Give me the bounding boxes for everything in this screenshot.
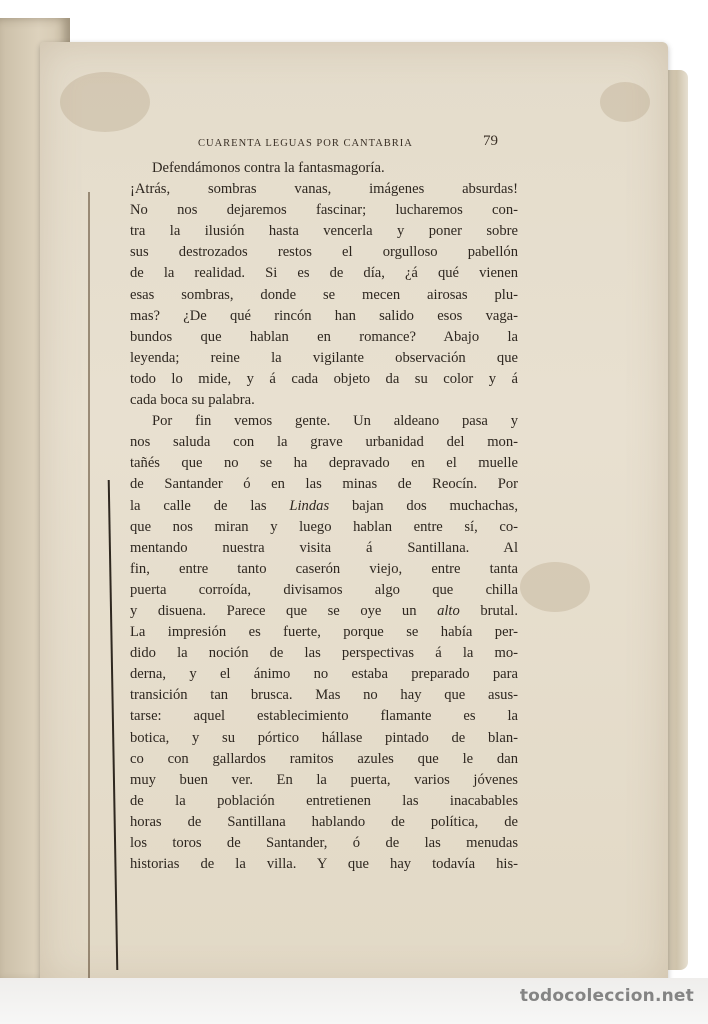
text-line: derna, y el ánimo no estaba preparado para: [130, 666, 518, 683]
watermark: todocoleccion.net: [519, 986, 694, 1006]
text-line: y disuena. Parece que se oye un alto brutal.: [130, 602, 518, 619]
paper-stain: [60, 72, 150, 132]
text-line: tarse: aquel establecimiento flamante es la: [130, 708, 518, 725]
text-line: botica, y su pórtico hállase pintado de blan-: [130, 729, 518, 746]
text-line: No nos dejaremos fascinar; lucharemos con-: [130, 202, 518, 219]
text-line: esas sombras, donde se mecen airosas plu-: [130, 286, 518, 303]
text-line: Defendámonos contra la fantasmagoría.: [152, 160, 385, 176]
text-line: Por fin vemos gente. Un aldeano pasa y: [152, 413, 518, 430]
text-line: tañés que no se ha depravado en el muelle: [130, 455, 518, 472]
text-line: todo lo mide, y á cada objeto da su color y á: [130, 370, 518, 387]
text-line: de Santander ó en las minas de Reocín. Por: [130, 476, 518, 493]
text-line: ¡Atrás, sombras vanas, imágenes absurdas!: [130, 181, 518, 198]
running-head: CUARENTA LEGUAS POR CANTABRIA: [198, 138, 413, 149]
page-header: [198, 133, 498, 154]
text-line: co con gallardos ramitos azules que le dan: [130, 750, 518, 767]
text-line: horas de Santillana hablando de política, de: [130, 813, 518, 830]
text-line: nos saluda con la grave urbanidad del mon-: [130, 434, 518, 451]
body-text: [130, 158, 518, 875]
text-line: mas? ¿De qué rincón han salido esos vaga-: [130, 307, 518, 324]
text-line: la calle de las Lindas bajan dos muchachas,: [130, 497, 518, 514]
text-line: los toros de Santander, ó de las menudas: [130, 835, 518, 851]
text-line: muy buen ver. En la puerta, varios jóvenes: [130, 771, 518, 788]
text-line: leyenda; reine la vigilante observación que: [130, 349, 518, 366]
text-line: cada boca su palabra.: [130, 392, 255, 409]
text-line: de la realidad. Si es de día, ¿á qué vienen: [130, 265, 518, 282]
text-line: La impresión es fuerte, porque se había per-: [130, 624, 518, 641]
text-line: transición tan brusca. Mas no hay que asus-: [130, 687, 518, 704]
text-line: puerta corroída, divisamos algo que chilla: [130, 581, 518, 598]
text-line: mentando nuestra visita á Santillana. Al: [130, 539, 518, 556]
page-number: 79: [483, 133, 498, 149]
text-line: sus destrozados restos el orgulloso pabellón: [130, 244, 518, 261]
paper-stain: [600, 82, 650, 122]
text-line: que nos miran y luego hablan entre sí, co-: [130, 518, 518, 535]
text-line: fin, entre tanto caserón viejo, entre tanta: [130, 560, 518, 577]
text-line: de la población entretienen las inacabables: [130, 792, 518, 809]
text-line: historias de la villa. Y que hay todavía his-: [130, 856, 518, 873]
text-line: bundos que hablan en romance? Abajo la: [130, 328, 518, 345]
text-line: dido la noción de las perspectivas á la mo-: [130, 645, 518, 662]
text-line: tra la ilusión hasta vencerla y poner sobre: [130, 223, 518, 240]
paper-stain: [520, 562, 590, 612]
page-tear: [88, 192, 96, 1012]
